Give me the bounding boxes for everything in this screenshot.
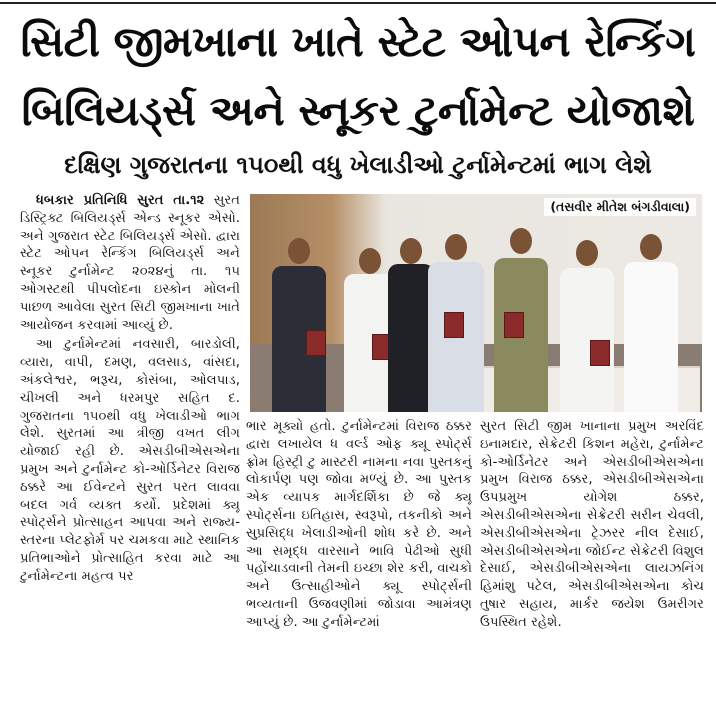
byline-paragraph (20, 192, 240, 334)
person-head (576, 240, 598, 266)
photo-credit: (તસવીર મીતેશ બંગડીવાલા) (544, 198, 696, 216)
book-icon (590, 340, 610, 366)
event-photo (250, 194, 702, 412)
person-4 (428, 232, 484, 412)
headline-line-2: બિલિયર્ડ્સ અને સ્નૂકર ટુર્નામેન્ટ યોજાશે (21, 86, 695, 135)
top-rule (0, 2, 716, 4)
column-1-paragraph-2: આ ટુર્નામેન્ટમાં નવસારી, બારડોલી, વ્યારા, વાપી, દમણ, વલસાડ, વાંસદા, અંકલેશ્વર, ભરૂચ, કોસંબા, ઓલપાડ, ચીખલી અને ધરમપુર સહિત દ. ગુજરાતના ૧૫૦થી વધુ ખેલાડીઓ ભાગ લેશે. સુરતમાં આ ત્રીજી વખત લીગ યોજાઈ રહી છે. એસડીબીએસએના પ્રમુખ અને ટુર્નામેન્ટ કો-ઓર્ડિનેટર વિરાજ ઠક્કરે આ ઈવેન્ટને સુરત પરત લાવવા બદલ ગર્વ વ્યક્ત કર્યો. પ્રદેશમાં ક્યૂ સ્પોર્ટ્સને પ્રોત્સાહન આપવા અને રાજ્ય-સ્તરના પ્લેટફોર્મ પર ચમકવા માટે સ્થાનિક પ્રતિભાઓને પ્રોત્સાહિત કરવા માટે આ ટુર્નામેન્ટના મહત્વ પર (20, 337, 240, 584)
person-1 (272, 234, 326, 412)
person-body (624, 262, 678, 412)
article-column-3 (480, 418, 704, 718)
book-icon (306, 330, 326, 356)
person-head (640, 234, 662, 260)
book-icon (504, 312, 524, 338)
column-2-paragraph-1: ભાર મૂક્યો હતો. ટુર્નામેન્ટમાં વિરાજ ઠક્કર દ્વારા લખાયેલ ધ વર્લ્ડ ઓફ ક્યૂ સ્પોર્ટ્સ ફ્રોમ હિસ્ટ્રી ટુ માસ્ટરી નામના નવા પુસ્તકનું લોકાર્પણ પણ જોવા મળ્યું છે. આ પુસ્તક એક વ્યાપક માર્ગદર્શિકા છે જે ક્યૂ સ્પોર્ટ્સના ઇતિહાસ, સ્વરૂપો, તકનીકો અને સુપ્રસિદ્ધ ખેલાડીઓની શોધ કરે છે. અને આ સમૃદ્ધ વારસાને ભાવિ પેઢીઓ સુધી પહોંચાડવાની તેમની ઇચ્છા શેર કરી, વાચકો અને ઉત્સાહીઓને ક્યૂ સ્પોર્ટ્સની ભવ્યતાની ઉજવણીમાં જોડાવા આમંત્રણ આપ્યું છે. આ ટુર્નામેન્ટમાં (246, 419, 472, 630)
person-head (359, 248, 381, 274)
person-6 (560, 236, 614, 412)
person-5 (494, 228, 548, 412)
headline-line-1: સિટી જીમખાના ખાતે સ્ટેટ ઓપન રેન્કિંગ (20, 17, 696, 66)
column-1-paragraph-1: સુરત ડિસ્ટ્રિક્ટ બિલિયર્ડ્સ એન્ડ સ્નૂકર એસો. અને ગુજરાત સ્ટેટ બિલિયર્ડ્સ એસો. દ્વારા સ્ટેટ ઓપન રેન્કિંગ બિલિયર્ડ્સ અને સ્નૂકર ટુર્નામેન્ટ ૨૦૨૪નું તા. ૧૫ ઓગસ્ટથી પીપલોદના ઇસ્કોન મોલની પાછળ આવેલા સુરત સિટી જીમખાના ખાતે આયોજન કરવામાં આવ્યું છે. (20, 193, 240, 333)
book-icon (444, 312, 464, 338)
person-7 (624, 232, 678, 412)
article-column-1 (20, 192, 240, 712)
person-head (445, 234, 467, 260)
byline: ધબકાર પ્રતિનિધિ સુરત તા.૧૨ (36, 193, 205, 208)
person-head (288, 238, 310, 264)
person-head (510, 228, 532, 254)
column-3-paragraph-1: સુરત સિટી જીમ ખાનાના પ્રમુખ અરવિંદ ઇનામદાર, સેક્રેટરી કિશન મહેરા, ટુર્નામેન્ટ કો-ઓર્ડિનેટર અને એસડીબીએસએના પ્રમુખ વિરાજ ઠક્કર, એસડીબીએસએના ઉપપ્રમુખ યોગેશ ઠક્કર, એસડીબીએસએના સેક્રેટરી સરીન ચેવલી, એસડીબીએસએના ટ્રેઝરર નીલ દેસાઈ, એસડીબીએસએના જોઈન્ટ સેક્રેટરી વિશુલ દેસાઈ, એસડીબીએસએના લાયઝનિંગ હિમાંશુ પટેલ, એસડીબીએસએના કોચ તુષાર સહાય, માર્કર જયેશ ઉમરીગર ઉપસ્થિત રહેશે. (480, 419, 704, 630)
subheadline: દક્ષિણ ગુજરાતના ૧૫૦થી વધુ ખેલાડીઓ ટુર્નામેન્ટમાં ભાગ લેશે (64, 151, 652, 179)
person-head (400, 238, 422, 264)
article-column-2 (246, 418, 472, 718)
